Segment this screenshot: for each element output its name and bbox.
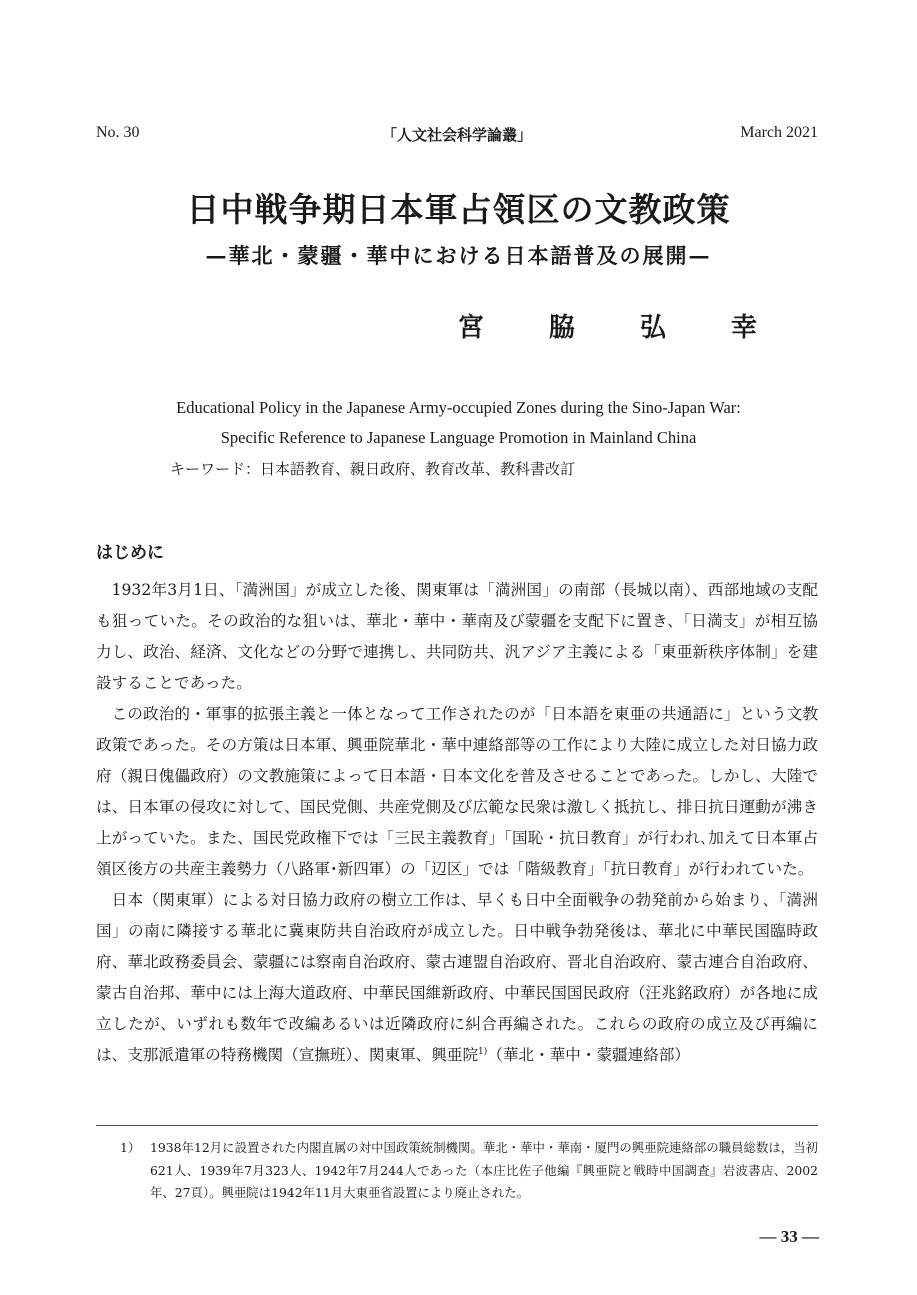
paper-subtitle: —華北・蒙疆・華中における日本語普及の展開— <box>205 243 712 268</box>
paragraph-1: 1932年3月1日、「満洲国」が成立した後、関東軍は「満洲国」の南部（長城以南）、西部地域の支配も狙っていた。その政治的な狙いは、華北・華中・華南及び蒙疆を支配下に置き、「日満支」が相互協力し、政治、経済、文化などの分野で連携し、共同防共、汎アジア主義による「東亜新秩序体制」を建設することであった。 <box>96 581 818 692</box>
running-header <box>96 124 818 148</box>
keywords: キーワード：日本語教育、親日政府、教育改革、教科書改訂 <box>170 460 576 478</box>
english-title-line-2: Specific Reference to Japanese Language Promotion in Mainland China <box>220 428 697 447</box>
footnote <box>120 1137 818 1205</box>
issue-number: No. 30 <box>96 124 140 141</box>
section-heading: はじめに <box>96 543 164 563</box>
paragraph-3 <box>96 885 818 1071</box>
body-text <box>96 575 818 1071</box>
footnote-divider <box>96 1125 818 1126</box>
paper-title: 日中戦争期日本軍占領区の文教政策 <box>186 190 731 229</box>
english-title-line-1: Educational Policy in the Japanese Army-occupied Zones during the Sino-Japan War: <box>176 398 741 417</box>
page-number: — 33 — <box>759 1227 819 1246</box>
paragraph-2: この政治的・軍事的拡張主義と一体となって工作されたのが「日本語を東亜の共通語に」という文教政策であった。その方策は日本軍、興亜院華北・華中連絡部等の工作により大陸に成立した対日協力政府（親日傀儡政府）の文教施策によって日本語・日本文化を普及させることであった。しかし、大陸では、日本軍の侵攻に対して、国民党側、共産党側及び広範な民衆は激しく抵抗し、排日抗日運動が沸き上がっていた。また、国民党政権下では「三民主義教育」「国恥・抗日教育」が行われ､加えて日本軍占領区後方の共産主義勢力（八路軍･新四軍）の「辺区」では「階級教育」「抗日教育」が行われていた。 <box>96 705 818 878</box>
journal-name: 「人文社会科学論叢」 <box>381 126 532 144</box>
paragraph-3-text: 日本（関東軍）による対日協力政府の樹立工作は、早くも日中全面戦争の勃発前から始まり、「満洲国」の南に隣接する華北に冀東防共自治政府が成立した。日中戦争勃発後は、華北に中華民国臨時政府、華北政務委員会、蒙疆には察南自治政府、蒙古連盟自治政府、晋北自治政府、蒙古連合自治政府、蒙古自治邦、華中には上海大道政府、中華民国維新政府、中華民国国民政府（汪兆銘政府）が各地に成立したが、いずれも数年で改編あるいは近隣政府に糾合再編された。これらの政府の成立及び再編には、支那派遣軍の特務機関（宣撫班）、関東軍、興亜院 <box>96 891 818 1064</box>
paragraph-3-text-end: （華北・華中・蒙疆連絡部） <box>487 1046 691 1064</box>
author-name: 宮 脇 弘 幸 <box>457 313 785 343</box>
issue-date: March 2021 <box>740 124 818 141</box>
footnote-text: 1938年12月に設置された内閣直属の対中国政策統制機関。華北・華中・華南・厦門の興亜院連絡部の職員総数は，当初621人、1939年7月323人、1942年7月244人であった（本庄比佐子他編『興亜院と戦時中国調査』岩波書店、2002年、27頁）。興亜院は1942年11月大東亜省設置により廃止された。 <box>150 1140 818 1200</box>
footnote-reference[interactable]: 1) <box>478 1046 488 1057</box>
footnote-mark: 1） <box>120 1140 141 1155</box>
